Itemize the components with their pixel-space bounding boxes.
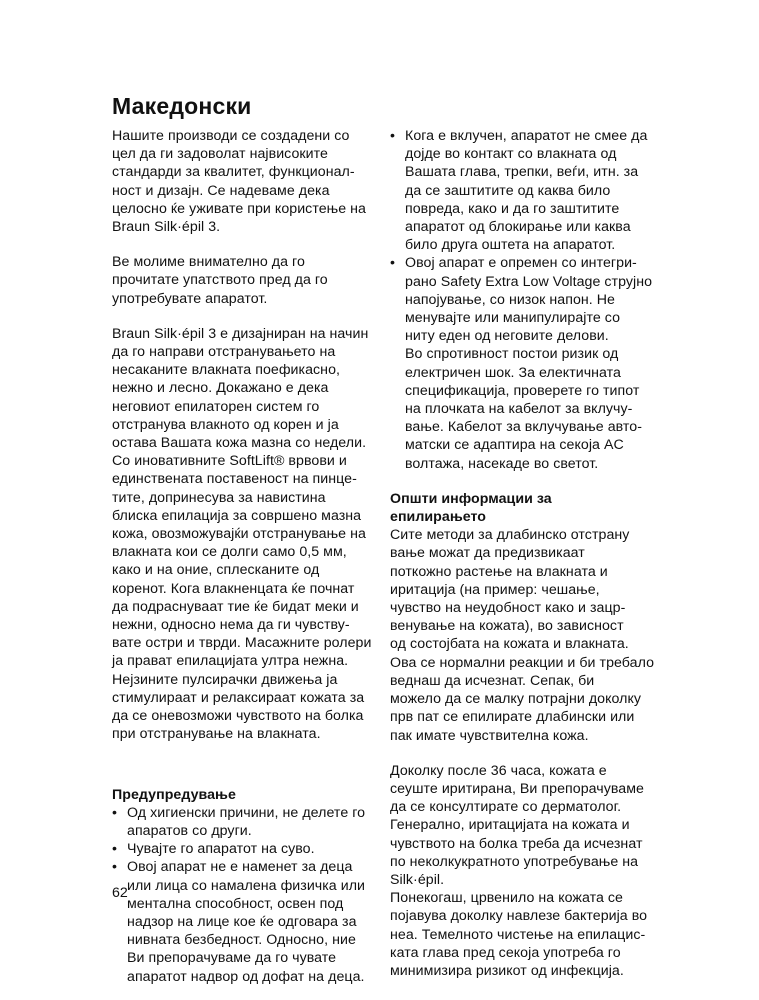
text-line: поткожно растење на влакната и	[390, 563, 608, 580]
text-line: можело да се малку потрајни доколку	[390, 691, 642, 708]
text-line: Сите методи за длабинско отстрану	[390, 527, 630, 544]
bullet: •	[112, 859, 118, 876]
list-item	[112, 804, 372, 840]
text-line: единствената поставеност на пинце-	[112, 471, 357, 488]
text-line: спецификација, проверете го типот	[405, 382, 640, 399]
intro-paragraph-2	[112, 253, 372, 308]
text-line: стандарди за квалитет, функционал-	[112, 164, 355, 181]
page-title: Македонски	[112, 93, 252, 119]
text-line: Генерално, иритацијата на кожата и	[390, 817, 630, 834]
text-line: менувајте или манипулирајте со	[405, 310, 621, 327]
list-item	[112, 840, 372, 858]
intro-paragraph-3	[112, 325, 372, 744]
list-item	[390, 127, 652, 254]
text-line: да се консултирате со дерматолог.	[390, 799, 622, 816]
text-line: било друга оштета на апаратот.	[405, 237, 616, 254]
text-line: веднаш да исчезнат. Сепак, би	[390, 672, 595, 689]
info-paragraph-2	[390, 762, 652, 980]
text-line: Braun Silk·épil 3.	[112, 219, 221, 236]
intro-paragraph-1	[112, 127, 372, 236]
text-line: матски се адаптира на секоја AC	[405, 437, 624, 454]
text-line: коренот. Кога влакненцата ќе почнат	[112, 580, 355, 597]
text-line: сеуште иритирана, Ви препорачуваме	[390, 780, 644, 797]
text-line: Чувајте го апаратот на суво.	[127, 841, 315, 858]
text-line: нежно и лесно. Докажано е дека	[112, 380, 329, 397]
text-line: чувство на неудобност како и зацр-	[390, 600, 626, 617]
text-line: минимизира ризикот од инфекција.	[390, 962, 624, 979]
text-line: појавува доколку навлезе бактерија во	[390, 908, 648, 925]
info-paragraph-1	[390, 526, 655, 744]
text-line: Во спротивност постои ризик од	[405, 346, 619, 363]
text-line: венување на кожата), во зависност	[390, 618, 624, 635]
text-line: Овој апарат е опремен со интегри-	[405, 255, 637, 272]
text-line: употребувате апаратот.	[112, 290, 268, 307]
page-number: 62	[112, 885, 128, 901]
text-line: вање. Кабелот за вклучување авто-	[405, 419, 643, 436]
text-line: или лица со намалена физичка или	[127, 877, 366, 894]
warnings-heading	[112, 786, 372, 804]
text-line: дојде во контакт со влакната од	[405, 146, 617, 163]
text-line: пак имате чувствителна кожа.	[390, 727, 589, 744]
text-line: апаратов со други.	[127, 822, 252, 839]
text-line: да подраснуваат тие ќе бидат меки и	[112, 598, 359, 615]
warnings-list-continued	[390, 127, 652, 473]
text-line: надзор на лице кое ќе одговара за	[127, 913, 357, 930]
text-line: како и на оние, сплесканите од	[112, 562, 320, 579]
text-line: стимулираат и релаксираат кожата за	[112, 689, 365, 706]
text-line: иритација (на пример: чешање,	[390, 581, 600, 598]
text-line: нea. Темелното чистење на епилацис-	[390, 926, 646, 943]
text-line: на плочката на кабелот за вклучу-	[405, 401, 633, 418]
text-line: ниту еден од неговите делови.	[405, 328, 609, 345]
text-line: кожа, овозможувајќи отстранување на	[112, 526, 366, 543]
text-line: по неколкукратното употребување на	[390, 853, 639, 870]
text-line: целосно ќе уживате при користење на	[112, 200, 366, 217]
text-line: повреда, како и да го заштитите	[405, 200, 620, 217]
text-line: да го направи отстранувањето на	[112, 344, 336, 361]
list-item	[390, 254, 652, 472]
text-line: електричен шок. За електичната	[405, 364, 622, 381]
text-line: Со иновативните SoftLift® врвови и	[112, 453, 347, 470]
text-line: ментална способност, освен под	[127, 895, 344, 912]
text-line: рано Safety Extra Low Voltage струјно	[405, 273, 653, 290]
left-column	[112, 127, 372, 986]
text-line: да се заштитите од каква било	[405, 182, 611, 199]
text-line: вате остри и тврди. Масажните ролери	[112, 635, 372, 652]
right-column	[390, 127, 655, 980]
bullet: •	[112, 804, 118, 821]
info-heading	[390, 490, 652, 526]
text-line: цел да ги задоволат највисоките	[112, 146, 328, 163]
bullet: •	[390, 255, 396, 272]
text-line: нивната безбедност. Односно, ние	[127, 932, 356, 949]
text-line: остава Вашата кожа мазна со недели.	[112, 435, 367, 452]
text-line: Вашата глава, трепки, веѓи, итн. за	[405, 164, 639, 181]
text-line: Кога е вклучен, апаратот не смее да	[405, 128, 648, 144]
text-line: блиска епилација за совршено мазна	[112, 507, 362, 524]
text-line: неговиот епилаторен систем го	[112, 398, 320, 415]
text-line: прв пат се епилирате длабински или	[390, 709, 635, 726]
text-line: Понекогаш, црвенило на кожата се	[390, 890, 623, 907]
text-line: ност и дизајн. Се надеваме дека	[112, 182, 330, 199]
heading-line: Предупредување	[112, 786, 236, 803]
text-line: нежни, односно нема да ги чувству-	[112, 617, 350, 634]
text-line: чувството на болка треба да исчезнат	[390, 835, 643, 852]
text-line: Нашите производи се создадени со	[112, 128, 350, 144]
text-line: несаканите влакната поефикасно,	[112, 362, 341, 379]
text-line: отстранува влакното од корен и ја	[112, 416, 339, 433]
text-line: Нејзините пулсирачки движења ја	[112, 671, 338, 688]
text-line: влакната кои се долги само 0,5 мм,	[112, 544, 347, 561]
text-line: тите, допринесува за навистина	[112, 489, 326, 506]
bullet: •	[112, 841, 118, 858]
text-line: Silk·épil.	[390, 871, 445, 888]
text-line: Доколку после 36 часа, кожата е	[390, 762, 607, 779]
heading-line: Општи информации за	[390, 490, 552, 507]
text-line: Ова се нормални реакции и би требало	[390, 654, 655, 671]
text-line: Ве молиме внимателно да го	[112, 254, 305, 271]
text-line: да се оневозможи чувството на болка	[112, 708, 364, 725]
text-line: волтажа, насекаде во светот.	[405, 455, 599, 472]
text-line: Од хигиенски причини, не делете го	[127, 804, 366, 821]
text-line: вање можат да предизвикаат	[390, 545, 585, 562]
text-line: ја прават епилацијата ултра нежна.	[112, 653, 349, 670]
text-line: ката глава пред секоја употреба го	[390, 944, 621, 961]
text-line: Braun Silk·épil 3 е дизајниран на начин	[112, 325, 369, 342]
heading-line: епилирањето	[390, 509, 487, 526]
warnings-list	[112, 804, 372, 986]
text-line: прочитате упатството пред да го	[112, 272, 328, 289]
text-line: апаратот од блокирање или каква	[405, 219, 631, 236]
text-line: апаратот надвор од дофат на деца.	[127, 968, 365, 985]
text-line: Ви препорачуваме да го чувате	[127, 950, 337, 967]
text-line: од состојбата на кожата и влакната.	[390, 636, 629, 653]
list-item	[112, 858, 372, 985]
text-line: при отстранување на влакната.	[112, 726, 321, 743]
text-line: напојување, со низок напон. Не	[405, 291, 615, 308]
text-line: Овој апарат не е наменет за деца	[127, 859, 353, 876]
bullet: •	[390, 128, 396, 144]
